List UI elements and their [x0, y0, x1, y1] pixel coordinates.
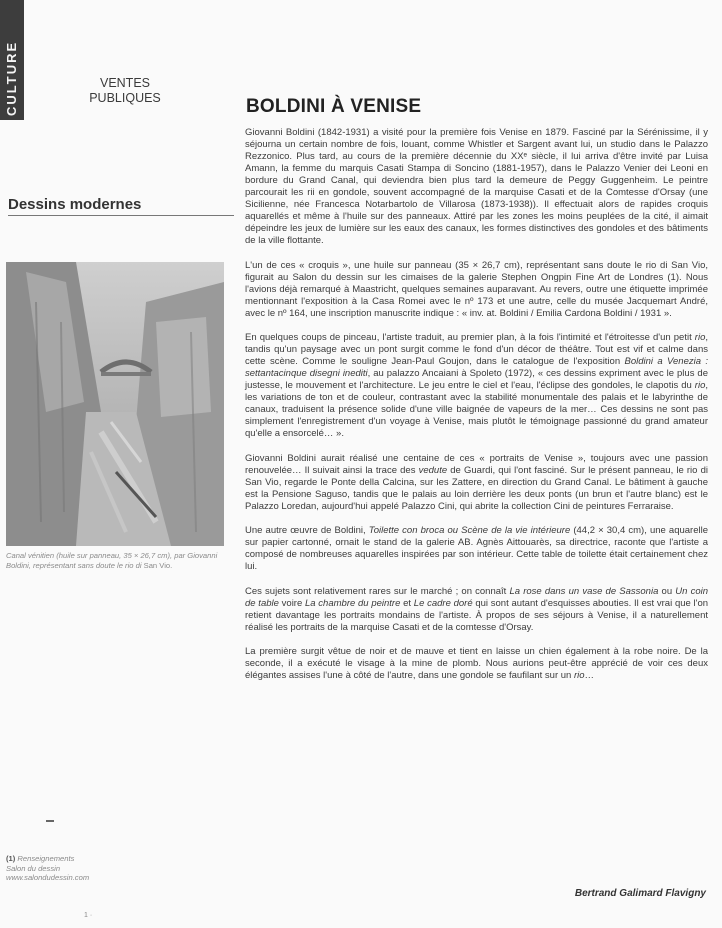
article-headline: BOLDINI À VENISE [246, 96, 422, 117]
note-ref: (1) [6, 854, 16, 863]
note-line-2: Salon du dessin [6, 863, 61, 873]
painting-photo [6, 262, 224, 546]
paragraph-5: Une autre œuvre de Boldini, Toilette con broca ou Scène de la vie intérieure (44,2 × 30,4 cm), une aquarelle sur papier cartonné, ornait le stand de la galerie AB. Agnès Aittouarès, sa directrice, raconte que l'artiste a composé de nombreuses aquarelles inspirées par son intérieur. Cette table de toilette était certainement chez lui. [245, 525, 708, 572]
photo-caption [6, 551, 232, 570]
paragraph-1: Giovanni Boldini (1842-1931) a visité pour la première fois Venise en 1879. Fasciné par la Sérénissime, il y séjourna un certain nombre de fois, louant, comme Whistler et Sargent avant lui, un studio dans le Palazzo Rezzonico. Plus tard, au cours de la première décennie du XXᵉ siècle, il lui arriva d'être invité par Luisa Amann, la femme du marquis Casati Stampa di Soncino (1881-1957), dans le Palazzo Venier dei Leoni en bordure du Grand Canal, qui deviendra bien plus tard la demeure de Peggy Guggenheim. Le peintre parcourait les rii en gondole, souvent accompagné de la marquise Casati et de la Comtesse d'Orsay (une Sicilienne, née Francesca Notarbartolo de Villarosa (1873-1938)). Il effectuait alors de rapides croquis aquarellés et même à l'huile sur des panneaux. Attiré par les zones les moins peuplées de la cité, il aimait dépeindre les jeux de lumière sur les eaux des canaux, les formes distinctives des gondoles et des bâtiments de la ville flottante. [245, 127, 708, 246]
caption-text: Canal vénitien (huile sur panneau, 35 × 26,7 cm), par Giovanni Boldini, représentant sans doute le rio di [6, 551, 218, 570]
rubric [60, 76, 190, 106]
paragraph-3: En quelques coups de pinceau, l'artiste traduit, au premier plan, à la fois l'intimité et l'étroitesse d'un petit rio, tandis qu'un paysage avec un pont surgit comme le fond d'un décor de théâtre. Tout est vif et calme dans cette scène. Comme le souligne Jean-Paul Goujon, dans le catalogue de l'exposition Boldini a Venezia : settantacinque disegni inediti, au palazzo Ancaiani à Spoleto (1972), « ces dessins expriment avec le plus de justesse, le mouvement et l'architecture. Le jeu entre le ciel et l'eau, l'éclipse des gondoles, le clapotis du rio, les variations de ton et de couleur, contrastant avec la stabilité monumentale des palais et le labyrinthe de canaux, traduisent la présence solide d'une ville baignée de vapeurs de la mer… Ces dessins ne sont pas simplement l'enregistrement d'un voyage à Venise, mais plutôt le témoignage passionné du grand amateur qu'elle a ensorcelé… ». [245, 332, 709, 439]
section-rule [8, 215, 234, 216]
rubric-line-1: VENTES [99, 76, 150, 90]
paragraph-4: Giovanni Boldini aurait réalisé une centaine de ces « portraits de Venise », toujours avec une passion renouvelée… Il suivait ainsi la trace des vedute de Guardi, qui l'ont fasciné. Sur le présent panneau, le rio di San Vio, regarde le Ponte della Calcina, sur les Zattere, en direction du Grand Canal. Le bâtiment à gauche est la Pensione Saguso, tandis que le palais au loin derrière les deux ponts (un brun et l'autre blanc) est le Palazzo Loredan, aujourd'hui appelé Palazzo Cini, qui abrite la collection Cini de peintures Ferraraise. [245, 452, 708, 512]
paragraph-6: Ces sujets sont relativement rares sur le marché ; on connaît La rose dans un vase de Sassonia ou Un coin de table voire La chambre du peintre et Le cadre doré qui sont autant d'esquisses abouties. Il est vrai que l'on retient davantage les portraits mondains de l'artiste. À propos de ses séjours à Venise, il a naturellement réalisé les portraits de la marquise Casati et de la comtesse d'Orsay. [245, 585, 709, 633]
margin-dash [46, 820, 54, 822]
author-signature: Bertrand Galimard Flavigny [574, 888, 706, 899]
note-label: Renseignements [17, 854, 75, 863]
footer-mark: 1 · [84, 912, 93, 919]
rubric-line-2: PUBLIQUES [89, 91, 161, 105]
culture-label: CULTURE [4, 40, 19, 116]
notes [6, 854, 206, 883]
section-title: Dessins modernes [8, 196, 142, 213]
caption-end: San Vio. [143, 560, 173, 570]
paragraph-2: L'un de ces « croquis », une huile sur panneau (35 × 26,7 cm), représentant sans doute le rio di San Vio, figurait au Salon du dessin sur les cimaises de la galerie Stephen Ongpin Fine Art de Londres (1). Nous l'avions déjà remarqué à Maastricht, quelques semaines auparavant. Au revers, outre une étiquette imprimée mentionnant l'exposition à la Casa Romei avec le nº 173 et une autre, celle du musée Jacquemart André, avec le nº 164, une inscription manuscrite indique : « inv. at. Boldini / Emilia Cardona Boldini / 1931 ». [245, 259, 708, 319]
painting-illustration [6, 262, 224, 546]
article-body [245, 127, 708, 695]
note-link[interactable]: www.salondudessin.com [6, 873, 90, 882]
paragraph-7: La première surgit vêtue de noir et de mauve et tient en laisse un chien également à la robe noire. De la seconde, il a exécuté le visage à la mine de plomb. Nous aurions peut-être apprécié de voir ces deux élégantes assises l'une à côté de l'autre, dans une gondole se faufilant sur un rio… [245, 646, 708, 681]
culture-band [0, 0, 24, 120]
